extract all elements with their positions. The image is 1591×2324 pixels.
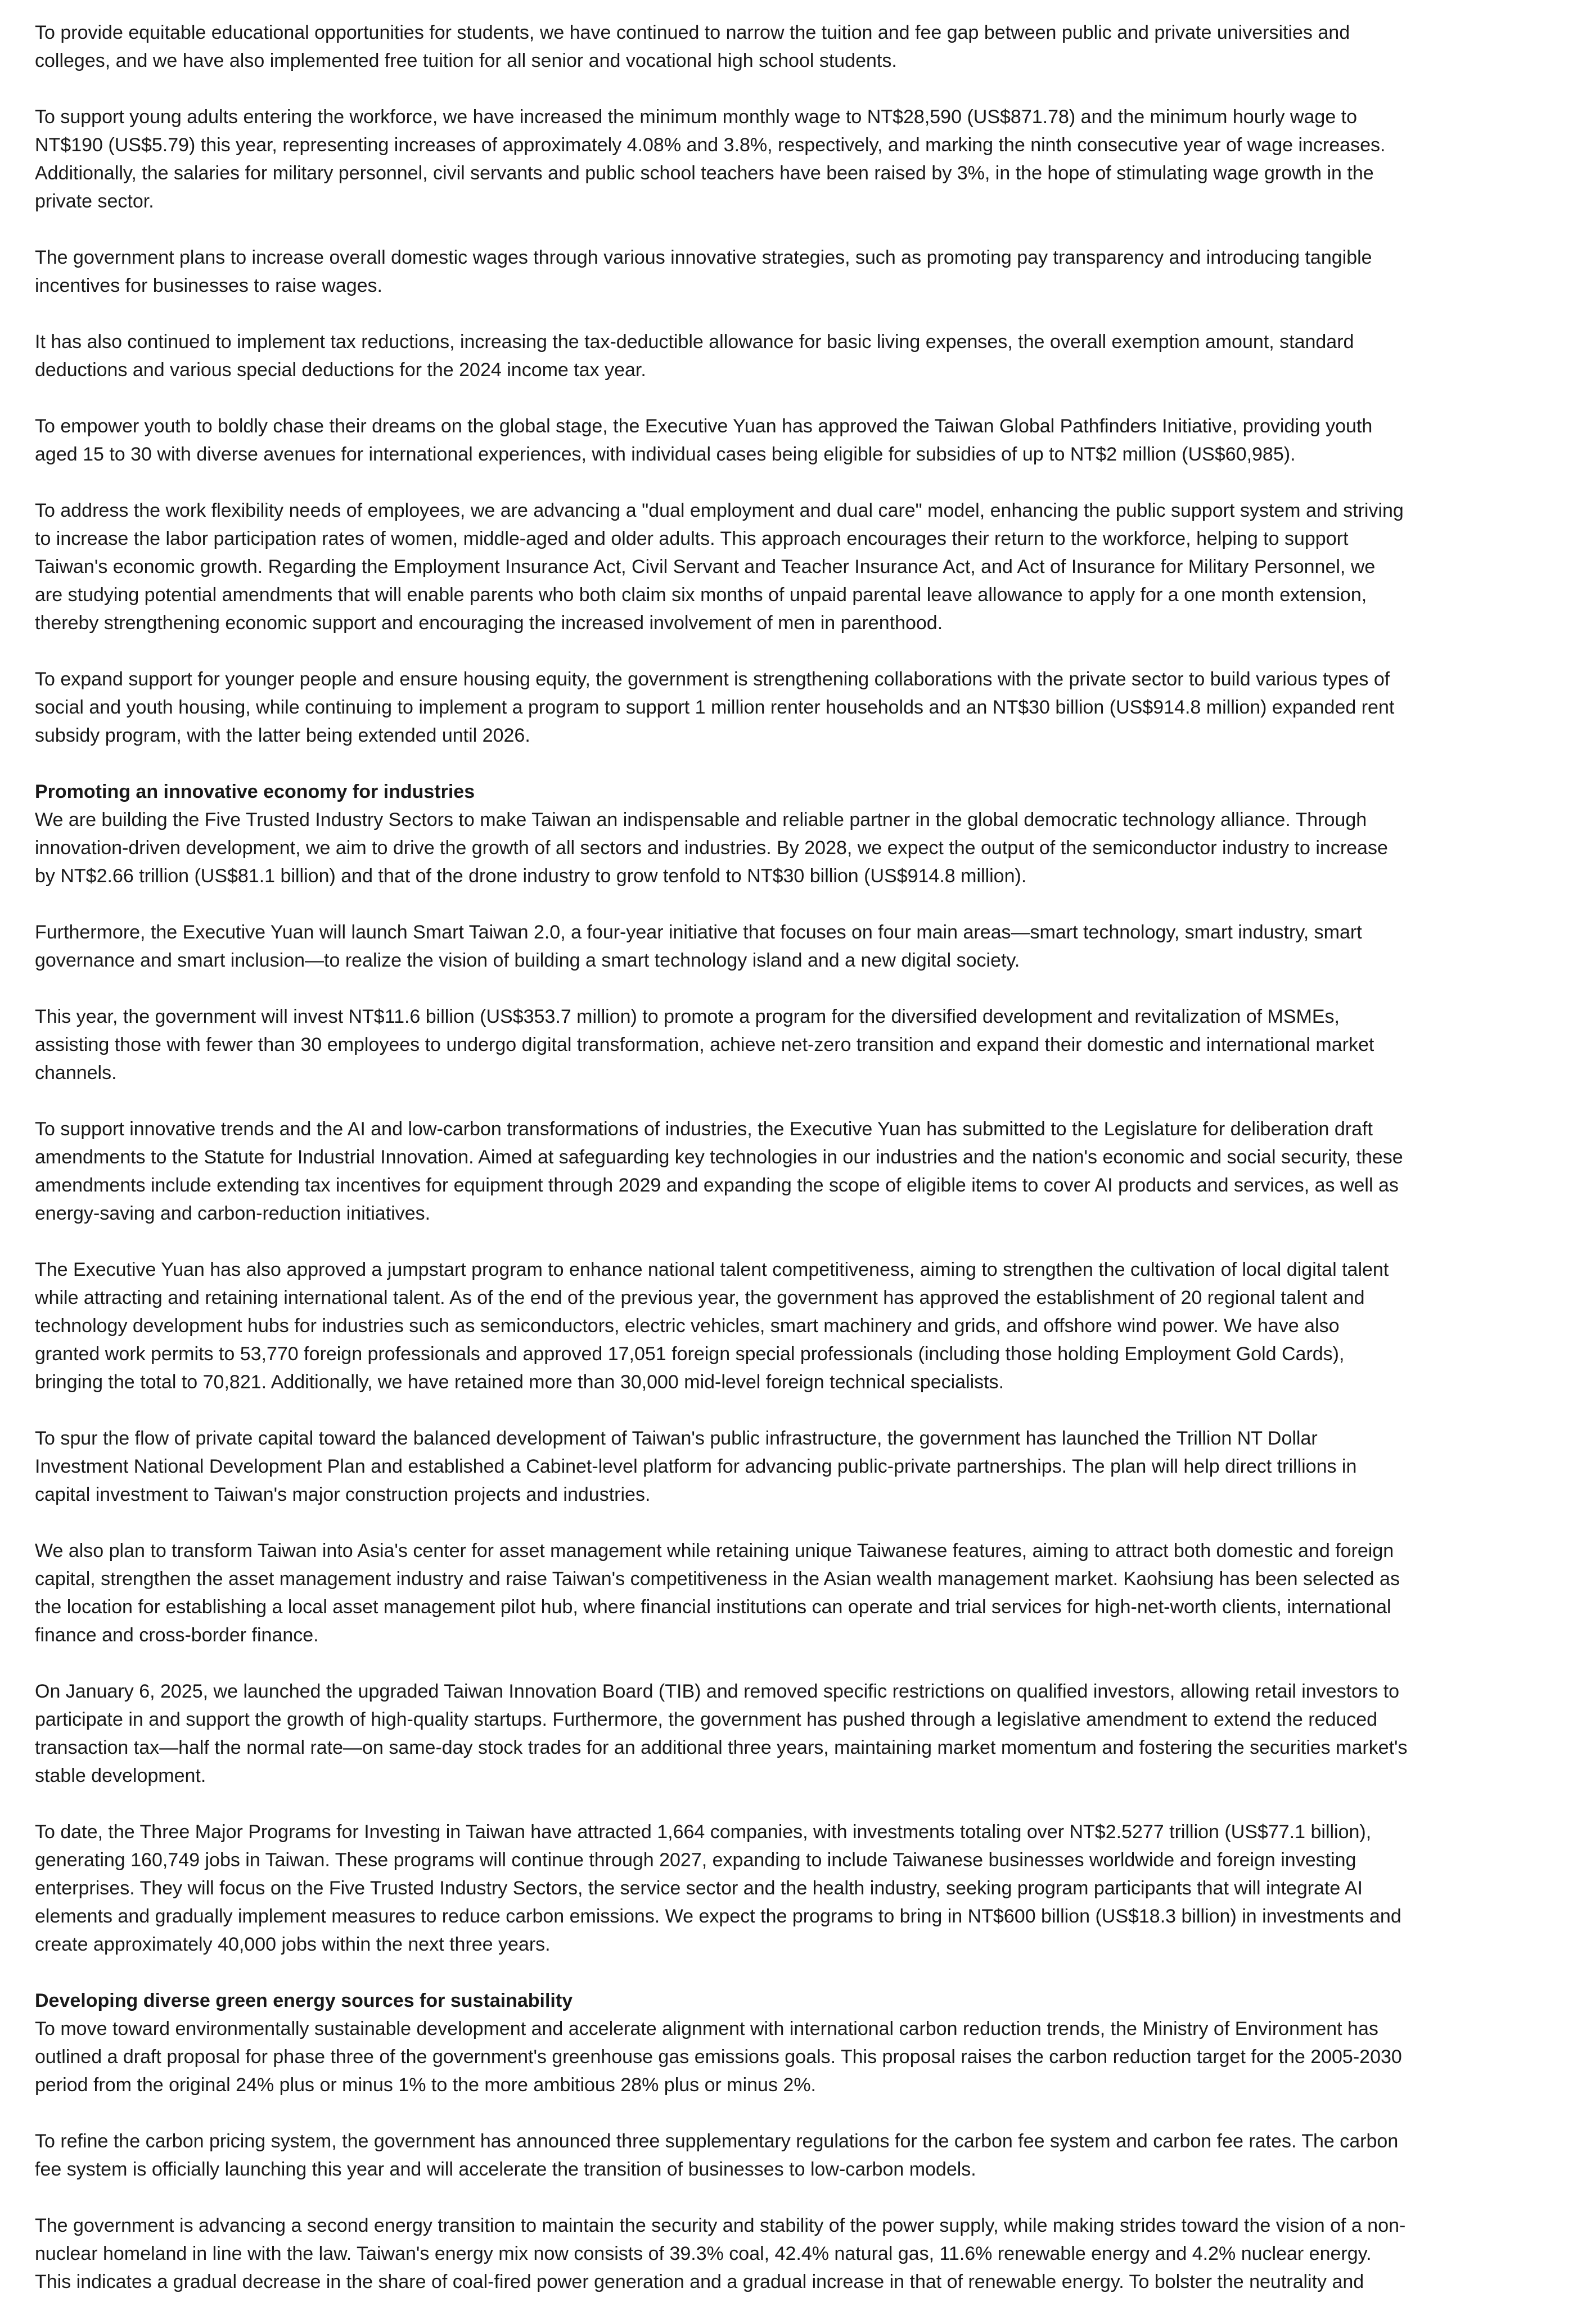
text-line: To date, the Three Major Programs for Investing in Taiwan have attracted 1,664 companies, with investments totaling over NT$2.5277 trillion (US$77.1 billion), — [35, 1821, 1372, 1843]
section-heading: Developing diverse green energy sources for sustainability — [35, 1990, 573, 2011]
paragraph — [35, 2212, 1569, 2296]
paragraph — [35, 328, 1569, 384]
text-line: subsidy program, with the latter being extended until 2026. — [35, 725, 530, 746]
text-line: To refine the carbon pricing system, the government has announced three supplementary regulations for the carbon fee system and carbon fee rates. The carbon — [35, 2131, 1399, 2152]
text-line: aged 15 to 30 with diverse avenues for international experiences, with individual cases being eligible for subsidies of up to NT$2 million (US$60,985). — [35, 444, 1296, 465]
text-line: colleges, and we have also implemented free tuition for all senior and vocational high school students. — [35, 50, 897, 71]
text-line: to increase the labor participation rates of women, middle-aged and older adults. This approach encourages their return to the workforce, helping to support — [35, 528, 1349, 549]
text-line: transaction tax—half the normal rate—on same-day stock trades for an additional three years, maintaining market momentum and fostering the securities market's — [35, 1737, 1408, 1758]
paragraph — [35, 19, 1569, 75]
text-line: We also plan to transform Taiwan into Asia's center for asset management while retaining unique Taiwanese features, aiming to attract both domestic and foreign — [35, 1540, 1394, 1562]
text-line: outlined a draft proposal for phase three of the government's greenhouse gas emissions goals. This proposal raises the carbon reduction target for the 2005-2030 — [35, 2046, 1402, 2068]
text-line: deductions and various special deductions for the 2024 income tax year. — [35, 359, 646, 381]
paragraph — [35, 1003, 1569, 1087]
text-line: technology development hubs for industries such as semiconductors, electric vehicles, smart machinery and grids, and offshore wind power. We have also — [35, 1315, 1340, 1337]
text-line: NT$190 (US$5.79) this year, representing increases of approximately 4.08% and 3.8%, respectively, and marking the ninth consecutive year of wage increases. — [35, 134, 1386, 156]
paragraph — [35, 412, 1569, 468]
text-line: fee system is officially launching this year and will accelerate the transition of businesses to low-carbon models. — [35, 2159, 976, 2180]
text-line: To spur the flow of private capital toward the balanced development of Taiwan's public infrastructure, the government has launched the Trillion NT Dollar — [35, 1428, 1318, 1449]
text-line: To expand support for younger people and ensure housing equity, the government is strengthening collaborations with the private sector to build various types of — [35, 669, 1390, 690]
text-line: To provide equitable educational opportunities for students, we have continued to narrow the tuition and fee gap between public and private universities and — [35, 22, 1350, 43]
text-line: stable development. — [35, 1765, 206, 1786]
text-line: by NT$2.66 trillion (US$81.1 billion) and that of the drone industry to grow tenfold to NT$30 billion (US$914.8 million). — [35, 865, 1027, 887]
paragraph — [35, 103, 1569, 215]
text-line: To address the work flexibility needs of employees, we are advancing a "dual employment and dual care" model, enhancing the public support system and striving — [35, 500, 1404, 521]
text-line: It has also continued to implement tax reductions, increasing the tax-deductible allowance for basic living expenses, the overall exemption amount, standard — [35, 331, 1354, 353]
text-line: To move toward environmentally sustainable development and accelerate alignment with international carbon reduction trends, the Ministry of Environment has — [35, 2018, 1378, 2039]
text-line: granted work permits to 53,770 foreign professionals and approved 17,051 foreign special professionals (including those holding Employment Gold Cards), — [35, 1343, 1345, 1365]
text-line: To support innovative trends and the AI and low-carbon transformations of industries, the Executive Yuan has submitted to the Legislature for deliberation draft — [35, 1118, 1373, 1140]
text-line: channels. — [35, 1062, 117, 1084]
section — [35, 1987, 1569, 2099]
text-line: capital investment to Taiwan's major construction projects and industries. — [35, 1484, 651, 1505]
paragraph — [35, 2127, 1569, 2183]
paragraph — [35, 1677, 1569, 1790]
text-line: finance and cross-border finance. — [35, 1624, 319, 1646]
text-line: assisting those with fewer than 30 employees to undergo digital transformation, achieve net-zero transition and expand their domestic and international market — [35, 1034, 1374, 1055]
paragraph — [35, 665, 1569, 750]
section-heading: Promoting an innovative economy for industries — [35, 781, 475, 802]
text-line: We are building the Five Trusted Industry Sectors to make Taiwan an indispensable and reliable partner in the global democratic technology alliance. Through — [35, 809, 1367, 831]
text-line: The Executive Yuan has also approved a jumpstart program to enhance national talent competitiveness, aiming to strengthen the cultivation of local digital talent — [35, 1259, 1389, 1280]
text-line: To empower youth to boldly chase their dreams on the global stage, the Executive Yuan has approved the Taiwan Global Pathfinders Initiative, providing youth — [35, 416, 1373, 437]
text-line: Investment National Development Plan and established a Cabinet-level platform for advancing public-private partnerships. The plan will help direct trillions in — [35, 1456, 1357, 1477]
text-line: generating 160,749 jobs in Taiwan. These programs will continue through 2027, expanding to include Taiwanese businesses worldwide and foreign investing — [35, 1849, 1356, 1871]
text-line: while attracting and retaining international talent. As of the end of the previous year, the government has approved the establishment of 20 regional talent and — [35, 1287, 1365, 1308]
text-line: incentives for businesses to raise wages. — [35, 275, 382, 296]
text-line: period from the original 24% plus or minus 1% to the more ambitious 28% plus or minus 2%. — [35, 2074, 817, 2096]
text-line: On January 6, 2025, we launched the upgraded Taiwan Innovation Board (TIB) and removed specific restrictions on qualified investors, allowing retail investors to — [35, 1681, 1400, 1702]
paragraph — [35, 1424, 1569, 1509]
text-line: This indicates a gradual decrease in the share of coal-fired power generation and a gradual increase in that of renewable energy. To bolster the neutrality and — [35, 2271, 1364, 2293]
text-line: participate in and support the growth of high-quality startups. Furthermore, the government has pushed through a legislative amendment to extend the reduced — [35, 1709, 1378, 1730]
text-line: are studying potential amendments that will enable parents who both claim six months of unpaid parental leave allowance to apply for a one month extension, — [35, 584, 1367, 606]
text-line: Additionally, the salaries for military personnel, civil servants and public school teachers have been raised by 3%, in the hope of stimulating wage growth in the — [35, 163, 1374, 184]
text-line: The government plans to increase overall domestic wages through various innovative strategies, such as promoting pay transparency and introducing tangible — [35, 247, 1372, 268]
text-line: energy-saving and carbon-reduction initiatives. — [35, 1203, 431, 1224]
paragraph — [35, 1818, 1569, 1959]
text-line: bringing the total to 70,821. Additionally, we have retained more than 30,000 mid-level foreign technical specialists. — [35, 1371, 1004, 1393]
text-line: governance and smart inclusion—to realize the vision of building a smart technology island and a new digital society. — [35, 950, 1020, 971]
text-line: Taiwan's economic growth. Regarding the Employment Insurance Act, Civil Servant and Teacher Insurance Act, and Act of Insurance for Military Personnel, we — [35, 556, 1376, 577]
paragraph — [35, 1115, 1569, 1228]
text-line: capital, strengthen the asset management industry and raise Taiwan's competitiveness in the Asian wealth management market. Kaohsiung has been selected as — [35, 1568, 1400, 1590]
text-line: This year, the government will invest NT$11.6 billion (US$353.7 million) to promote a program for the diversified development and revitalization of MSMEs, — [35, 1006, 1340, 1027]
text-line: private sector. — [35, 191, 154, 212]
text-line: thereby strengthening economic support and encouraging the increased involvement of men in parenthood. — [35, 612, 943, 634]
paragraph — [35, 243, 1569, 300]
text-line: nuclear homeland in line with the law. Taiwan's energy mix now consists of 39.3% coal, 42.4% natural gas, 11.6% renewable energy and 4.2% nuclear energy. — [35, 2243, 1372, 2264]
paragraph — [35, 918, 1569, 974]
text-line: elements and gradually implement measures to reduce carbon emissions. We expect the programs to bring in NT$600 billion (US$18.3 billion) in investments and — [35, 1906, 1401, 1927]
paragraph — [35, 1256, 1569, 1396]
text-line: enterprises. They will focus on the Five Trusted Industry Sectors, the service sector and the health industry, seeking program participants that will integrate AI — [35, 1878, 1363, 1899]
text-line: amendments to the Statute for Industrial Innovation. Aimed at safeguarding key technologies in our industries and the nation's economic and social security, these — [35, 1147, 1403, 1168]
text-line: the location for establishing a local asset management pilot hub, where financial institutions can operate and trial services for high-net-worth clients, international — [35, 1596, 1391, 1618]
text-line: social and youth housing, while continuing to implement a program to support 1 million renter households and an NT$30 billion (US$914.8 million) expanded rent — [35, 697, 1395, 718]
section — [35, 778, 1569, 890]
text-line: The government is advancing a second energy transition to maintain the security and stability of the power supply, while making strides toward the vision of a non- — [35, 2215, 1406, 2236]
document-body — [35, 19, 1569, 2324]
paragraph — [35, 1537, 1569, 1649]
text-line: amendments include extending tax incentives for equipment through 2029 and expanding the scope of eligible items to cover AI products and services, as well as — [35, 1175, 1399, 1196]
text-line: Furthermore, the Executive Yuan will launch Smart Taiwan 2.0, a four-year initiative that focuses on four main areas—smart technology, smart industry, smart — [35, 922, 1362, 943]
paragraph — [35, 497, 1569, 637]
text-line: To support young adults entering the workforce, we have increased the minimum monthly wage to NT$28,590 (US$871.78) and the minimum hourly wage to — [35, 106, 1358, 128]
text-line: innovation-driven development, we aim to drive the growth of all sectors and industries. By 2028, we expect the output of the semiconductor industry to increase — [35, 837, 1388, 859]
text-line: create approximately 40,000 jobs within the next three years. — [35, 1934, 551, 1955]
